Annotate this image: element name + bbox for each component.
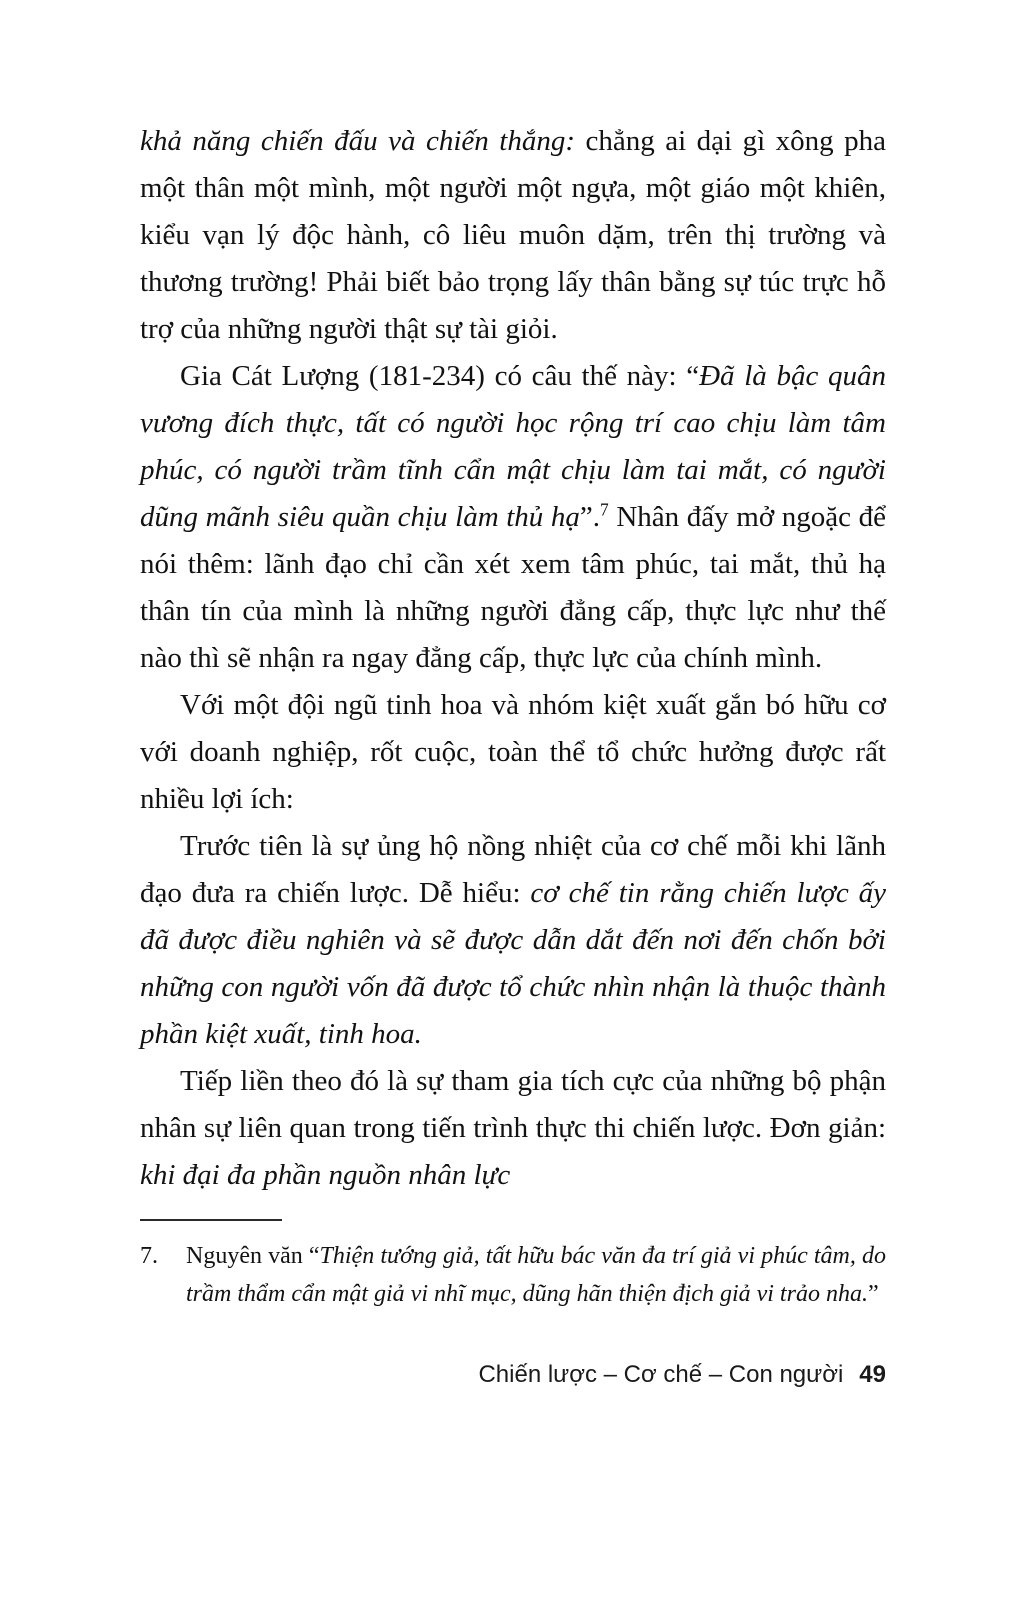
paragraph-2: Gia Cát Lượng (181-234) có câu thế này: “Đã là bậc quân vương đích thực, tất có người học rộng trí cao chịu làm tâm phúc, có người trầm tĩnh cẩn mật chịu làm tai mắt, có người dũng mãnh siêu quần chịu làm thủ hạ”.$^7$ Nhân đấy mở ngoặc để nói thêm: lãnh đạo chỉ cần xét xem tâm phúc, tai mắt, thủ hạ thân tín của mình là những người đẳng cấp, thực lực như thế nào thì sẽ nhận ra ngay đẳng cấp, thực lực của chính mình. (140, 360, 886, 674)
footnote-text: Nguyên văn “Thiện tướng giả, tất hữu bác văn đa trí giả vi phúc tâm, do trầm thẩm cẩn mật giả vi nhĩ mục, dũng hãn thiện địch giả vi trảo nha.” (186, 1243, 886, 1307)
footnote-separator (140, 1219, 282, 1221)
page-number: 49 (859, 1361, 886, 1388)
footnote-number: 7. (140, 1243, 158, 1269)
footnote (140, 1237, 886, 1313)
page-body (140, 118, 886, 1199)
paragraph-4: Trước tiên là sự ủng hộ nồng nhiệt của cơ chế mỗi khi lãnh đạo đưa ra chiến lược. Dễ hiểu: cơ chế tin rằng chiến lược ấy đã được điều nghiên và sẽ được dẫn dắt đến nơi đến chốn bởi những con người vốn đã được tổ chức nhìn nhận là thuộc thành phần kiệt xuất, tinh hoa. (140, 830, 886, 1050)
paragraph-3: Với một đội ngũ tinh hoa và nhóm kiệt xuất gắn bó hữu cơ với doanh nghiệp, rốt cuộc, toàn thể tổ chức hưởng được rất nhiều lợi ích: (140, 689, 886, 815)
running-title: Chiến lược – Cơ chế – Con người (478, 1361, 844, 1388)
paragraph-1: khả năng chiến đấu và chiến thắng: chẳng ai dại gì xông pha một thân một mình, một người một ngựa, một giáo một khiên, kiểu vạn lý độc hành, cô liêu muôn dặm, trên thị trường và thương trường! Phải biết bảo trọng lấy thân bằng sự túc trực hỗ trợ của những người thật sự tài giỏi. (140, 125, 886, 345)
page-footer (140, 1361, 886, 1389)
paragraph-5: Tiếp liền theo đó là sự tham gia tích cực của những bộ phận nhân sự liên quan trong tiến trình thực thi chiến lược. Đơn giản: khi đại đa phần nguồn nhân lực (140, 1065, 886, 1191)
